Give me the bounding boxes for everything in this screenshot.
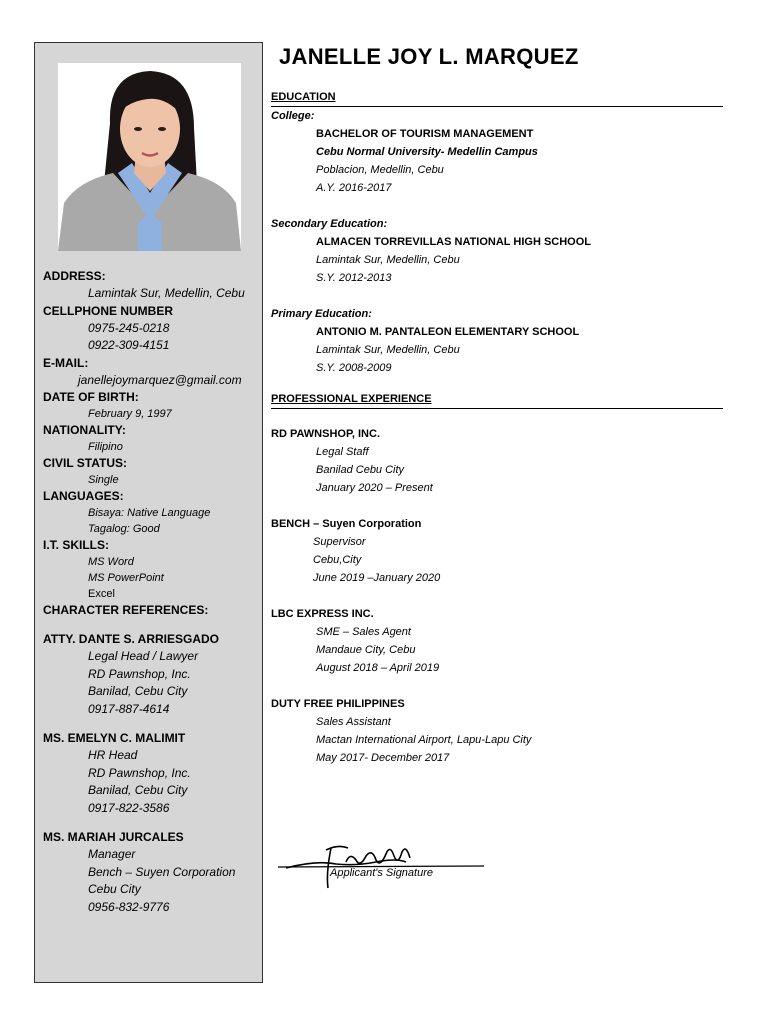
phone-1: 0975-245-0218 xyxy=(88,320,170,335)
reference-position: Legal Head / Lawyer xyxy=(88,649,199,663)
secondary-year: S.Y. 2012-2013 xyxy=(316,272,392,284)
dob-value: February 9, 1997 xyxy=(88,408,172,420)
reference-company: Bench – Suyen Corporation xyxy=(88,864,236,879)
experience-heading: PROFESSIONAL EXPERIENCE xyxy=(271,392,723,409)
college-degree: BACHELOR OF TOURISM MANAGEMENT xyxy=(316,128,534,140)
civil-status-label: CIVIL STATUS: xyxy=(43,456,127,470)
job-role: Supervisor xyxy=(313,536,366,548)
job-place: Mactan International Airport, Lapu-Lapu City xyxy=(316,734,532,746)
reference-name: ATTY. DANTE S. ARRIESGADO xyxy=(43,632,220,646)
profile-photo xyxy=(58,63,241,251)
reference-name: MS. EMELYN C. MALIMIT xyxy=(43,731,186,745)
job-dates: June 2019 –January 2020 xyxy=(313,572,441,584)
primary-year: S.Y. 2008-2009 xyxy=(316,362,392,374)
email-value: janellejoymarquez@gmail.com xyxy=(78,372,242,387)
skill-1: MS Word xyxy=(88,556,134,568)
phone-2: 0922-309-4151 xyxy=(88,338,170,352)
job-organization: RD PAWNSHOP, INC. xyxy=(271,428,380,440)
language-1: Bisaya: Native Language xyxy=(88,507,211,519)
job-role: Sales Assistant xyxy=(316,716,391,728)
college-school: Cebu Normal University- Medellin Campus xyxy=(316,146,538,158)
reference-position: HR Head xyxy=(88,748,138,762)
job-place: Cebu,City xyxy=(313,554,362,566)
secondary-place: Lamintak Sur, Medellin, Cebu xyxy=(316,254,460,266)
address-value: Lamintak Sur, Medellin, Cebu xyxy=(88,286,245,300)
job-place: Mandaue City, Cebu xyxy=(316,644,416,656)
email-label: E-MAIL: xyxy=(43,355,89,370)
job-role: SME – Sales Agent xyxy=(316,626,411,638)
main-content xyxy=(271,90,723,767)
it-skills-label: I.T. SKILLS: xyxy=(43,538,109,552)
primary-school: ANTONIO M. PANTALEON ELEMENTARY SCHOOL xyxy=(316,326,580,338)
dob-label: DATE OF BIRTH: xyxy=(43,390,139,404)
reference-location: Banilad, Cebu City xyxy=(88,783,188,797)
reference-phone: 0917-887-4614 xyxy=(88,701,170,716)
signature-label: Applicant's Signature xyxy=(330,867,433,879)
secondary-label: Secondary Education: xyxy=(271,218,388,230)
reference-name: MS. MARIAH JURCALES xyxy=(43,830,184,844)
job-organization: BENCH – Suyen Corporation xyxy=(271,518,422,530)
nationality-label: NATIONALITY: xyxy=(43,423,126,437)
reference-company: RD Pawnshop, Inc. xyxy=(88,765,191,780)
cellphone-label: CELLPHONE NUMBER xyxy=(43,303,174,318)
primary-place: Lamintak Sur, Medellin, Cebu xyxy=(316,344,460,356)
skill-3: Excel xyxy=(88,588,115,600)
language-2: Tagalog: Good xyxy=(88,523,160,535)
reference-location: Cebu City xyxy=(88,882,141,896)
sidebar xyxy=(34,42,263,983)
college-place: Poblacion, Medellin, Cebu xyxy=(316,164,444,176)
reference-phone: 0956-832-9776 xyxy=(88,899,170,914)
civil-status-value: Single xyxy=(88,474,119,486)
reference-position: Manager xyxy=(88,847,136,861)
job-dates: August 2018 – April 2019 xyxy=(316,662,440,674)
nationality-value: Filipino xyxy=(88,441,123,453)
references-label: CHARACTER REFERENCES: xyxy=(43,603,209,617)
job-role: Legal Staff xyxy=(316,446,369,458)
job-organization: LBC EXPRESS INC. xyxy=(271,608,374,620)
college-year: A.Y. 2016-2017 xyxy=(316,182,392,194)
reference-phone: 0917-822-3586 xyxy=(88,800,170,815)
job-dates: January 2020 – Present xyxy=(316,482,433,494)
address-label: ADDRESS: xyxy=(43,269,106,283)
reference-location: Banilad, Cebu City xyxy=(88,684,188,698)
job-place: Banilad Cebu City xyxy=(316,464,405,476)
education-heading: EDUCATION xyxy=(271,90,723,107)
college-label: College: xyxy=(271,110,315,122)
secondary-school: ALMACEN TORREVILLAS NATIONAL HIGH SCHOOL xyxy=(316,236,591,248)
languages-label: LANGUAGES: xyxy=(43,489,124,503)
job-organization: DUTY FREE PHILIPPINES xyxy=(271,698,405,710)
reference-company: RD Pawnshop, Inc. xyxy=(88,666,191,681)
handwritten-signature xyxy=(276,838,486,893)
applicant-name: JANELLE JOY L. MARQUEZ xyxy=(279,44,579,69)
skill-2: MS PowerPoint xyxy=(88,572,164,584)
primary-label: Primary Education: xyxy=(271,308,372,320)
job-dates: May 2017- December 2017 xyxy=(316,752,450,764)
